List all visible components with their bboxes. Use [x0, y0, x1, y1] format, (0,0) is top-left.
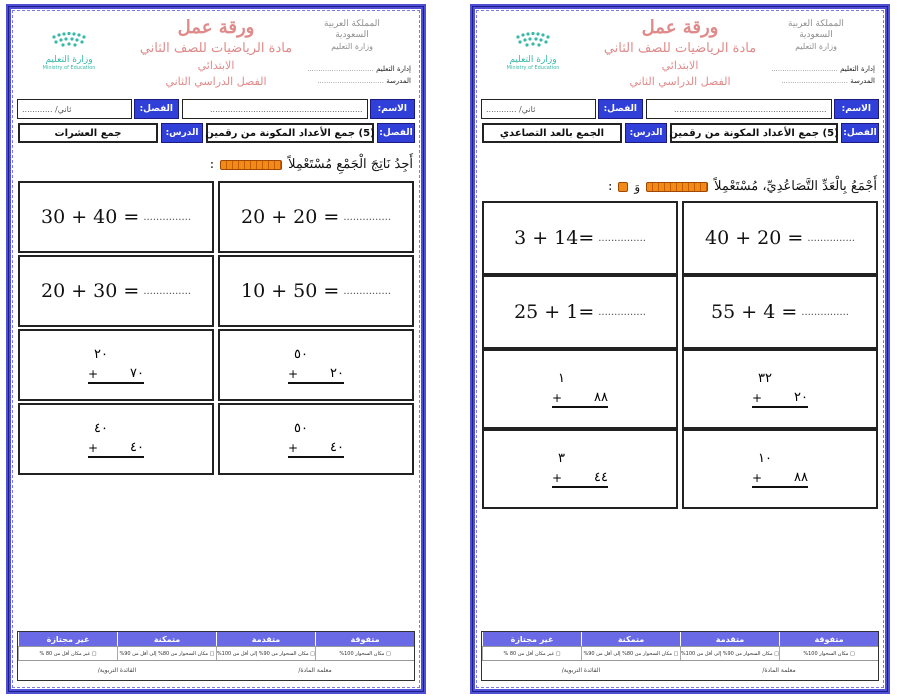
- plus-sign: +: [552, 471, 563, 485]
- top-number: ٤٠: [94, 421, 108, 436]
- level-criterion[interactable]: □ مكان السحوار من 90% إلى أقل من 100%: [680, 647, 779, 660]
- bottom-number-row: [552, 468, 608, 488]
- logo-subtext: Ministry of Education: [42, 65, 96, 71]
- level-header: غير مجتازة: [482, 632, 581, 646]
- top-number: ١: [558, 371, 565, 386]
- instruction-suffix: :: [209, 157, 215, 172]
- ten-bead-bar-icon: [220, 160, 282, 170]
- level-criterion[interactable]: □ غير مكان أقل من 80 %: [482, 647, 581, 660]
- worksheet-title: ورقة عمل: [177, 17, 255, 38]
- bottom-number-row: [88, 438, 144, 458]
- level-criterion[interactable]: □ مكان السحوار 100%: [315, 647, 414, 660]
- exercise-cell: [18, 181, 214, 253]
- teacher-signature: معلمة المادة/: [762, 667, 796, 674]
- exercise-expression: 30 + 40 =: [41, 206, 140, 228]
- instruction-line: [210, 157, 413, 172]
- class-field[interactable]: ثاني/ ............: [481, 99, 596, 119]
- exercise-grid: [482, 201, 878, 509]
- vertical-exercise[interactable]: [218, 329, 414, 401]
- level-criteria: [18, 646, 414, 660]
- name-label: الاسم:: [834, 99, 879, 119]
- level-header: غير مجتازة: [18, 632, 117, 646]
- exercise-expression: 3 + 14=: [514, 227, 595, 249]
- level-criterion[interactable]: □ مكان السحوار من 80% إلى أقل من 90%: [581, 647, 680, 660]
- instruction-text: أَجْمَعُ بِالْعَدِّ التَّصَاعُدِيِّ، مُسْتَعْمِلاً: [714, 179, 877, 194]
- answer-blank[interactable]: ...............: [343, 211, 391, 223]
- bottom-number: ٨٨: [794, 470, 808, 485]
- exercise-cell: [218, 181, 414, 253]
- plus-sign: +: [752, 471, 763, 485]
- answer-blank[interactable]: ...............: [143, 211, 191, 223]
- kingdom-line: المملكة العربية السعودية: [788, 19, 844, 40]
- bottom-number: ٢٠: [330, 366, 344, 381]
- signature-row: [482, 660, 878, 680]
- leader-signature: القائدة التربوية/: [561, 667, 601, 674]
- lesson-label: الدرس:: [625, 123, 667, 143]
- answer-blank[interactable]: ...............: [598, 232, 646, 244]
- logo-text: وزارة التعليم: [45, 55, 93, 65]
- level-header: متقدمة: [680, 632, 779, 646]
- bottom-number-row: [752, 468, 808, 488]
- bottom-number: ٤٤: [594, 470, 608, 485]
- worksheet-left: [6, 4, 426, 694]
- assessment-footer: [481, 631, 879, 681]
- kingdom-crest: [315, 19, 389, 52]
- ministry-logo-icon: [508, 31, 558, 53]
- vertical-exercise[interactable]: [682, 429, 878, 509]
- lesson-value: الجمع بالعد التصاعدي: [482, 123, 622, 143]
- leader-signature: القائدة التربوية/: [97, 667, 137, 674]
- level-header: متفوقة: [315, 632, 414, 646]
- bottom-number: ٤٠: [130, 440, 144, 455]
- exercise-expression: 20 + 30 =: [41, 280, 140, 302]
- bottom-number-row: [752, 388, 808, 408]
- plus-sign: +: [288, 367, 299, 381]
- exercise-cell: [482, 275, 678, 349]
- answer-blank[interactable]: ...............: [143, 285, 191, 297]
- vertical-exercise[interactable]: [482, 349, 678, 429]
- answer-blank[interactable]: ...............: [343, 285, 391, 297]
- instruction-line: [608, 179, 877, 194]
- level-header: متقدمة: [216, 632, 315, 646]
- vertical-exercise[interactable]: [18, 403, 214, 475]
- level-criterion[interactable]: □ غير مكان أقل من 80 %: [18, 647, 117, 660]
- instruction-text: أَجِدُ نَاتِجَ الْجَمْعِ مُسْتَعْمِلاً: [288, 157, 413, 172]
- kingdom-line: المملكة العربية السعودية: [324, 19, 380, 40]
- chapter-label: الفصل:: [841, 123, 879, 143]
- answer-blank[interactable]: ...............: [807, 232, 855, 244]
- worksheet-header: [481, 15, 879, 95]
- plus-sign: +: [88, 441, 99, 455]
- subject-line: مادة الرياضيات للصف الثاني: [139, 41, 293, 56]
- answer-blank[interactable]: ...............: [801, 306, 849, 318]
- level-criterion[interactable]: □ مكان السحوار 100%: [779, 647, 878, 660]
- name-row: [17, 99, 415, 119]
- chapter-value: (5) جمع الأعداد المكونة من رقمين: [670, 123, 838, 143]
- lesson-label: الدرس:: [161, 123, 203, 143]
- exercise-expression: 20 + 20 =: [241, 206, 340, 228]
- answer-blank[interactable]: ...............: [598, 306, 646, 318]
- top-number: ٥٠: [294, 347, 308, 362]
- name-label: الاسم:: [370, 99, 415, 119]
- top-number: ١٠: [758, 451, 772, 466]
- top-number: ٥٠: [294, 421, 308, 436]
- admin-line: إدارة التعليم ..............................: [771, 65, 875, 73]
- plus-sign: +: [752, 391, 763, 405]
- ministry-logo: [33, 31, 105, 71]
- name-field[interactable]: ............................................................: [182, 99, 368, 119]
- admin-line: إدارة التعليم ..............................: [307, 65, 411, 73]
- exercise-cell: [18, 255, 214, 327]
- bottom-number-row: [288, 438, 344, 458]
- instruction-and: وَ: [634, 179, 641, 194]
- level-criterion[interactable]: □ مكان السحوار من 90% إلى أقل من 100%: [216, 647, 315, 660]
- kingdom-crest: [779, 19, 853, 52]
- stage-line: الابتدائي: [197, 59, 235, 72]
- term-line: الفصل الدراسي الثاني: [629, 75, 731, 88]
- exercise-expression: 55 + 4 =: [711, 301, 798, 323]
- bottom-number: ٧٠: [130, 366, 144, 381]
- signature-row: [18, 660, 414, 680]
- vertical-exercise[interactable]: [682, 349, 878, 429]
- level-headers: [18, 632, 414, 646]
- exercise-cell: [682, 275, 878, 349]
- top-number: ٣٢: [758, 371, 772, 386]
- lesson-row: [17, 123, 415, 143]
- exercise-expression: 10 + 50 =: [241, 280, 340, 302]
- bottom-number: ٢٠: [794, 390, 808, 405]
- exercise-expression: 25 + 1=: [514, 301, 595, 323]
- school-line: المدرسة ..............................: [781, 77, 875, 85]
- worksheet-header: [17, 15, 415, 95]
- exercise-cell: [218, 255, 414, 327]
- assessment-footer: [17, 631, 415, 681]
- worksheet-right: [470, 4, 890, 694]
- term-line: الفصل الدراسي الثاني: [165, 75, 267, 88]
- class-field[interactable]: ثاني/ ............: [17, 99, 132, 119]
- school-line: المدرسة ..............................: [317, 77, 411, 85]
- exercise-grid: [18, 181, 414, 475]
- stage-line: الابتدائي: [661, 59, 699, 72]
- bottom-number: ٨٨: [594, 390, 608, 405]
- ministry-logo-icon: [44, 31, 94, 53]
- class-label: الفصل:: [598, 99, 643, 119]
- subject-line: مادة الرياضيات للصف الثاني: [603, 41, 757, 56]
- level-header: متمكنة: [581, 632, 680, 646]
- level-criteria: [482, 646, 878, 660]
- level-criterion[interactable]: □ مكان السحوار من 80% إلى أقل من 90%: [117, 647, 216, 660]
- class-label: الفصل:: [134, 99, 179, 119]
- level-headers: [482, 632, 878, 646]
- plus-sign: +: [552, 391, 563, 405]
- level-header: متفوقة: [779, 632, 878, 646]
- bottom-number-row: [552, 388, 608, 408]
- bottom-number: ٤٠: [330, 440, 344, 455]
- bottom-number-row: [88, 364, 144, 384]
- one-bead-icon: [618, 182, 628, 192]
- lesson-row: [481, 123, 879, 143]
- ten-bead-bar-icon: [646, 182, 708, 192]
- instruction-suffix: :: [607, 179, 613, 194]
- logo-text: وزارة التعليم: [509, 55, 557, 65]
- vertical-exercise[interactable]: [218, 403, 414, 475]
- chapter-value: (5) جمع الأعداد المكونة من رقمين: [206, 123, 374, 143]
- exercise-cell: [482, 201, 678, 275]
- lesson-value: جمع العشرات: [18, 123, 158, 143]
- ministry-line: وزارة التعليم: [331, 42, 373, 51]
- worksheet-title: ورقة عمل: [641, 17, 719, 38]
- vertical-exercise[interactable]: [18, 329, 214, 401]
- plus-sign: +: [288, 441, 299, 455]
- bottom-number-row: [288, 364, 344, 384]
- level-header: متمكنة: [117, 632, 216, 646]
- plus-sign: +: [88, 367, 99, 381]
- teacher-signature: معلمة المادة/: [298, 667, 332, 674]
- name-field[interactable]: ............................................................: [646, 99, 832, 119]
- ministry-line: وزارة التعليم: [795, 42, 837, 51]
- top-number: ٢٠: [94, 347, 108, 362]
- vertical-exercise[interactable]: [482, 429, 678, 509]
- ministry-logo: [497, 31, 569, 71]
- logo-subtext: Ministry of Education: [506, 65, 560, 71]
- name-row: [481, 99, 879, 119]
- chapter-label: الفصل:: [377, 123, 415, 143]
- exercise-expression: 40 + 20 =: [705, 227, 804, 249]
- top-number: ٣: [558, 451, 565, 466]
- exercise-cell: [682, 201, 878, 275]
